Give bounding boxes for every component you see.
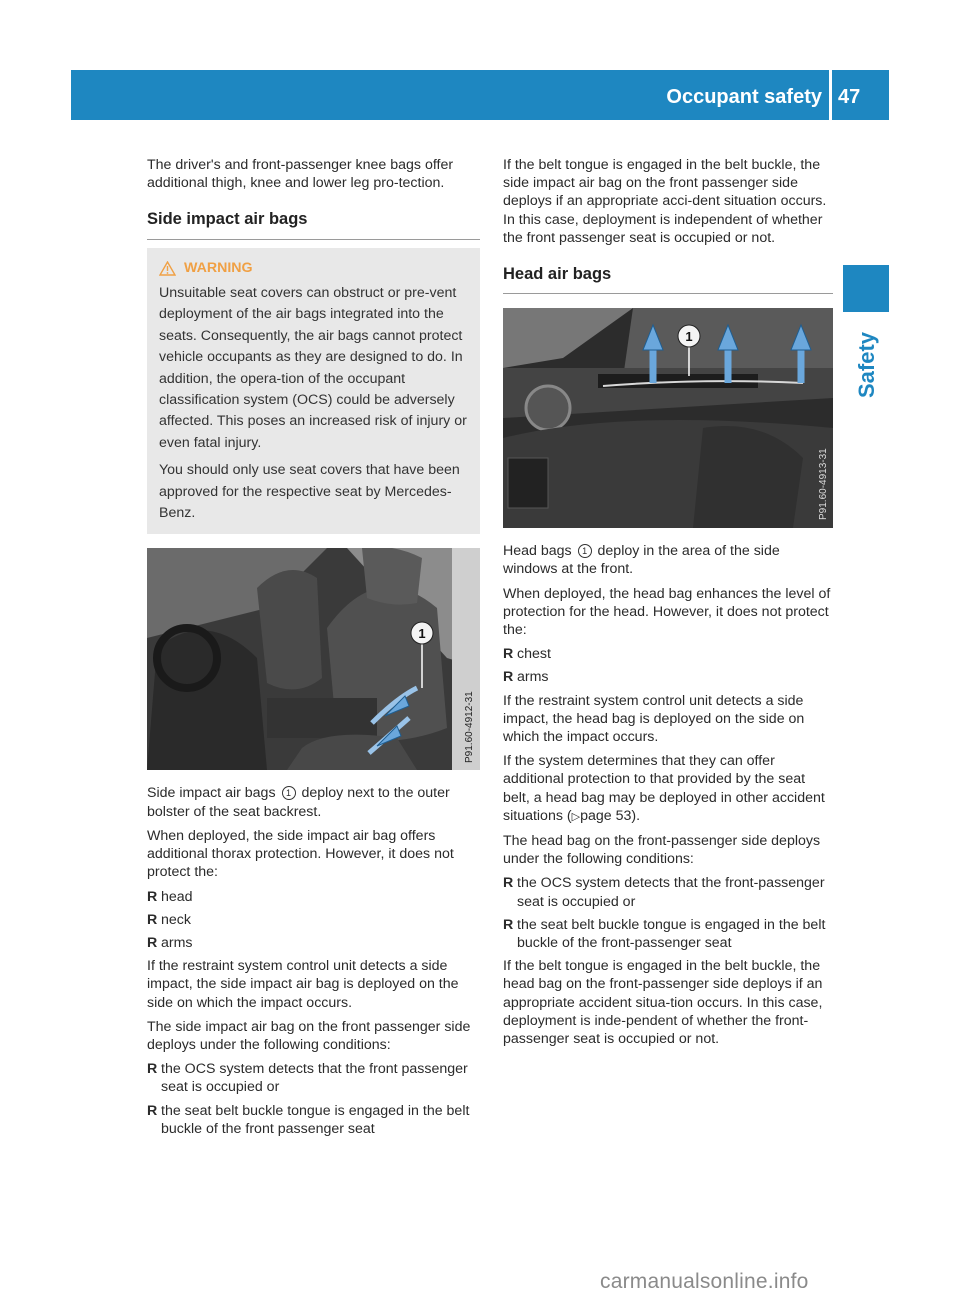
section-title: Occupant safety bbox=[666, 86, 822, 108]
door-illustration bbox=[503, 308, 833, 528]
list-item: R head bbox=[147, 888, 193, 905]
head-airbag-photo bbox=[503, 308, 833, 528]
side-tab-marker bbox=[843, 265, 889, 312]
belt-paragraph: If the belt tongue is engaged in the belt buckle, the side impact air bag on the front passenger side deploys if an appropriate acci-dent situation occurs. In this case, deployment is independent of whether the front passenger seat is occupied or not. bbox=[503, 157, 827, 246]
warning-text-1: Unsuitable seat covers can obstruct or pre-vent deployment of the air bags integrated into the seats. Consequently, the air bags cannot protect vehicle occupants as they are designed to do. In addition, the opera-tion of the occupant classification system (OCS) could be adversely affected. This poses an increased risk of injury or even fatal injury. bbox=[159, 285, 467, 451]
heading-head-airbags: Head air bags bbox=[503, 265, 833, 294]
image-code: P91.60-4912-31 bbox=[464, 691, 475, 764]
caption-paragraph bbox=[147, 784, 480, 820]
side-tab-label: Safety bbox=[854, 331, 879, 399]
deployed-paragraph: When deployed, the side impact air bag offers additional thorax protection. However, it does not protect the: bbox=[147, 827, 454, 881]
page-ref-arrow-icon: ▷ bbox=[571, 810, 581, 823]
intro-paragraph: The driver's and front-passenger knee bags offer additional thigh, knee and lower leg pro-tection. bbox=[147, 157, 454, 192]
list-item: R chest bbox=[503, 646, 551, 663]
side-airbag-photo bbox=[147, 548, 480, 770]
list-item: R arms bbox=[147, 934, 193, 951]
last-paragraph: If the belt tongue is engaged in the belt buckle, the head bag on the front-passenger side deploys if an appropriate accident situa-tion occurs. In this case, deployment is inde-pendent of whether the front-passenger seat is occupied or not. bbox=[503, 958, 823, 1048]
restraint-paragraph: If the restraint system control unit detects a side impact, the head bag is deployed on the side on which the impact occurs. bbox=[503, 692, 805, 746]
watermark: carmanualsonline.info bbox=[600, 1270, 809, 1293]
header-divider bbox=[829, 70, 832, 120]
caption-text-a: Head bags bbox=[503, 543, 572, 560]
caption-paragraph bbox=[503, 542, 833, 578]
heading-side-impact: Side impact air bags bbox=[147, 210, 480, 239]
system-paragraph: If the system determines that they can offer additional protection to that provided by the seat belt, a head bag may be deployed in other accident situations (▷page 53). bbox=[503, 753, 825, 824]
callout-marker: 1 bbox=[282, 786, 296, 800]
warning-box bbox=[147, 248, 480, 535]
protection-list bbox=[147, 888, 480, 953]
list-item: R the seat belt buckle tongue is engaged in the belt buckle of the front passenger seat bbox=[147, 1102, 470, 1137]
deployed-paragraph: When deployed, the head bag enhances the level of protection for the head. However, it does not protect the: bbox=[503, 585, 831, 639]
page-number: 47 bbox=[838, 86, 861, 108]
warning-text-2: You should only use seat covers that have been approved for the respective seat by Mercedes-Benz. bbox=[159, 462, 460, 522]
caption-text-a: Side impact air bags bbox=[147, 785, 276, 802]
left-column bbox=[147, 156, 480, 1143]
image-code: P91.60-4913-31 bbox=[818, 448, 829, 521]
page-53-link[interactable]: page 53). bbox=[580, 807, 641, 824]
callout-marker: 1 bbox=[578, 544, 592, 558]
front-passenger-paragraph: The side impact air bag on the front passenger side deploys under the following conditions: bbox=[147, 1018, 471, 1053]
list-item: R the OCS system detects that the front passenger seat is occupied or bbox=[147, 1061, 468, 1096]
list-item: R neck bbox=[147, 911, 191, 928]
caption-text-b: deploy in the area of the side windows at the front. bbox=[503, 543, 780, 578]
protection-list bbox=[503, 645, 833, 686]
warning-title: WARNING bbox=[184, 259, 253, 276]
warning-triangle-icon bbox=[159, 261, 176, 276]
front-passenger-paragraph: The head bag on the front-passenger side deploys under the following conditions: bbox=[503, 833, 821, 868]
photo-callout: 1 bbox=[418, 626, 426, 642]
list-item: R the OCS system detects that the front-passenger seat is occupied or bbox=[503, 875, 825, 910]
photo-callout: 1 bbox=[685, 329, 693, 345]
list-item: R the seat belt buckle tongue is engaged in the belt buckle of the front-passenger seat bbox=[503, 916, 826, 952]
warning-header bbox=[159, 258, 468, 279]
seat-illustration bbox=[147, 548, 480, 770]
caption-text-b: deploy next to the outer bolster of the seat backrest. bbox=[147, 785, 450, 820]
list-item: R arms bbox=[503, 669, 549, 686]
conditions-list bbox=[147, 1060, 480, 1138]
restraint-paragraph: If the restraint system control unit detects a side impact, the side impact air bag is deployed on the side on which the impact occurs. bbox=[147, 958, 459, 1011]
conditions-list bbox=[503, 874, 833, 952]
right-column bbox=[503, 156, 833, 1054]
